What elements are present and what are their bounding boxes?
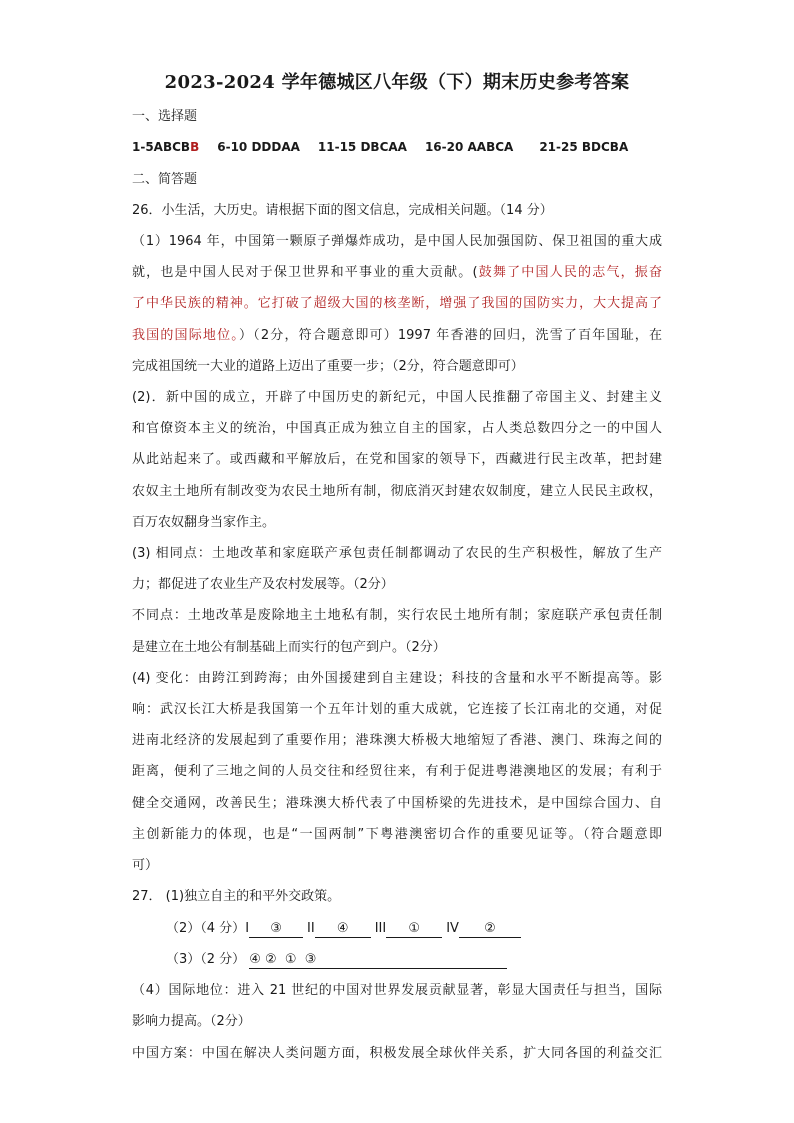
- q27-part2: （2）（4 分）I ③ II ④ III ① IV ②: [166, 913, 662, 944]
- answers-11-15: 11-15 DBCAA: [317, 140, 407, 154]
- q27-part1: 27． (1)独立自主的和平外交政策。: [132, 889, 341, 904]
- q27-blank-iv: ②: [459, 921, 521, 938]
- q27-part4-line3: 中国方案：中国在解决人类问题方面，积极发展全球伙伴关系，扩大同各国的利益交汇: [132, 1046, 662, 1061]
- answers-6-10: 6-10 DDDAA: [217, 140, 300, 154]
- section-multiple-choice-heading: 一、选择题: [132, 109, 198, 124]
- q26-highlight-2: 了中华民族的精神。它打破了超级大国的核垄断，增强了我国的国防实力，大大提高了: [132, 296, 662, 311]
- q26-part3-line2: 力；都促进了农业生产及农村发展等。（2分）: [132, 577, 394, 592]
- q27-part4-line1: （4）国际地位：进入 21 世纪的中国对世界发展贡献显著，彰显大国责任与担当，国际: [132, 983, 662, 998]
- q26-highlight-1: 鼓舞了中国人民的志气，振奋: [477, 265, 662, 280]
- answers-21-25: 21-25 BDCBA: [539, 140, 629, 154]
- q26-part4-line6: 主创新能力的体现，也是“一国两制”下粤港澳密切合作的重要见证等。（符合题意即: [132, 827, 662, 842]
- q27-part3: （3）（2 分） ④ ② ① ③: [166, 944, 662, 975]
- q26-part4-line1: (4) 变化：由跨江到跨海；由外国援建到自主建设；科技的含量和水平不断提高等。影: [132, 671, 662, 686]
- answer-5-highlight: B: [190, 140, 200, 154]
- q26-part1-line5: 完成祖国统一大业的道路上迈出了重要一步；（2分，符合题意即可）: [132, 359, 524, 374]
- q26-part2-line4: 农奴主土地所有制改变为农民土地所有制，彻底消灭封建农奴制度，建立人民民主政权，: [132, 484, 662, 499]
- q27-blank-ii: ④: [315, 921, 371, 938]
- multiple-choice-answers: [132, 132, 662, 163]
- q26-part1-line2: 就，也是中国人民对于保卫世界和平事业的重大贡献。(鼓舞了中国人民的志气，振奋: [132, 265, 662, 280]
- q26-part4-line3: 进南北经济的发展起到了重要作用；港珠澳大桥极大地缩短了香港、澳门、珠海之间的: [132, 733, 662, 748]
- q26-part3-line3: 不同点：土地改革是废除地主土地私有制，实行农民土地所有制；家庭联产承包责任制: [132, 608, 662, 623]
- q27-blank-i: ③: [249, 921, 303, 938]
- q27-part4-line2: 影响力提高。（2分）: [132, 1014, 251, 1029]
- q26-highlight-3: 我国的国际地位。: [132, 328, 239, 343]
- q26-part4-line7: 可）: [132, 858, 159, 873]
- q26-part2-line2: 和官僚资本主义的统治，中国真正成为独立自主的国家，占人类总数四分之一的中国人: [132, 421, 662, 436]
- q26-part2-line3: 从此站起来了。或西藏和平解放后，在党和国家的领导下，西藏进行民主改革，把封建: [132, 452, 662, 467]
- answers-16-20: 16-20 AABCA: [424, 140, 514, 154]
- q26-part1-line4: 我国的国际地位。）（2分，符合题意即可）1997 年香港的回归，洗雪了百年国耻，在: [132, 328, 662, 343]
- q26-part4-line4: 距离，便利了三地之间的人员交往和经贸往来，有利于促进粤港澳地区的发展；有利于: [132, 764, 662, 779]
- document-title: 2023-2024 学年德城区八年级（下）期末历史参考答案: [164, 72, 630, 93]
- q26-part3-line4: 是建立在土地公有制基础上而实行的包产到户。（2分）: [132, 640, 446, 655]
- q26-part2-line1: (2)．新中国的成立，开辟了中国历史的新纪元，中国人民推翻了帝国主义、封建主义: [132, 390, 662, 405]
- q26-part4-line2: 响：武汉长江大桥是我国第一个五年计划的重大成就，它连接了长江南北的交通，对促: [132, 702, 662, 717]
- q26-part4-line5: 健全交通网，改善民生；港珠澳大桥代表了中国桥梁的先进技术，是中国综合国力、自: [132, 796, 662, 811]
- q26-part2-line5: 百万农奴翻身当家作主。: [132, 515, 276, 530]
- q26-part3-line1: (3) 相同点：土地改革和家庭联产承包责任制都调动了农民的生产积极性，解放了生产: [132, 546, 662, 561]
- section-short-answer-heading: 二、简答题: [132, 172, 198, 187]
- q27-blank-iii: ①: [386, 921, 442, 938]
- q26-stem: 26．小生活，大历史。请根据下面的图文信息，完成相关问题。（14 分）: [132, 203, 553, 218]
- q27-part3-answer: ④ ② ① ③: [249, 952, 507, 969]
- q26-part1-line1: （1）1964 年，中国第一颗原子弹爆炸成功，是中国人民加强国防、保卫祖国的重大成: [132, 234, 662, 249]
- answers-1-5: 1-5ABCBB: [132, 140, 200, 154]
